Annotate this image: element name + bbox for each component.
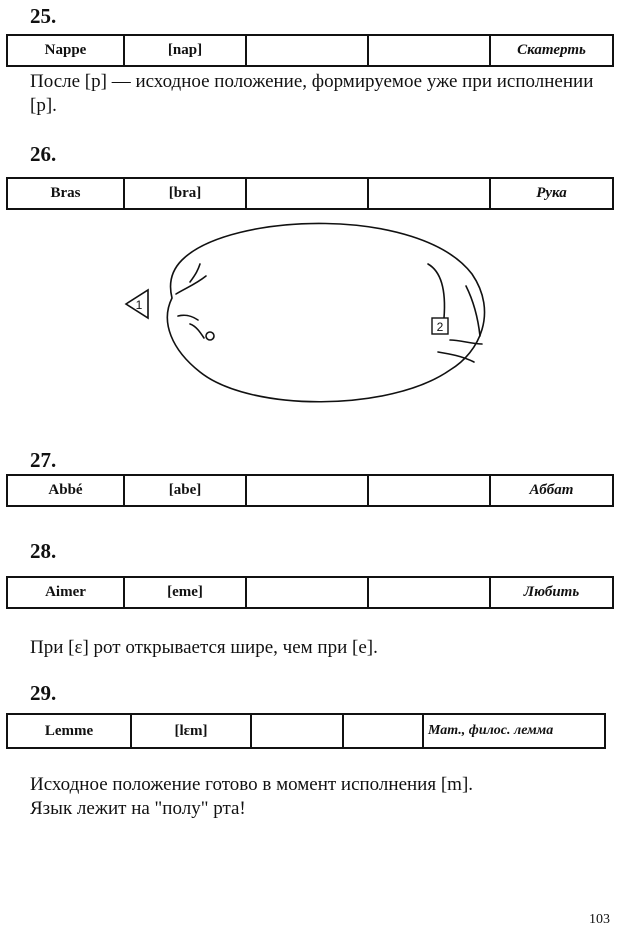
note-29 [30, 773, 612, 821]
translation-cell: Рука [490, 178, 613, 209]
page-number: 103 [589, 912, 610, 927]
exercise-number-29: 29. [30, 681, 57, 705]
blank-cell [343, 714, 423, 748]
word-cell: Nappe [7, 35, 124, 66]
blank-cell [368, 35, 490, 66]
blank-cell [246, 475, 368, 506]
word-table-25 [6, 34, 614, 67]
word-table-29 [6, 713, 606, 749]
tongue-back-stroke [428, 264, 444, 318]
tongue-back-stroke [466, 286, 480, 336]
blank-cell [368, 475, 490, 506]
blank-cell [368, 178, 490, 209]
upper-lip-stroke [176, 276, 206, 294]
exercise-number-25: 25. [30, 4, 57, 28]
transcription-cell: [bra] [124, 178, 246, 209]
note-text: После [p] — исходное положение, формируемое уже при исполнении [p]. [30, 71, 594, 116]
note-line: Исходное положение готово в момент исполнения [m]. [30, 774, 474, 795]
word-cell: Lemme [7, 714, 131, 748]
transcription-cell: [lɛm] [131, 714, 251, 748]
marker-2-label: 2 [436, 320, 444, 334]
exercise-number-28: 28. [30, 539, 57, 563]
word-table-26 [6, 177, 614, 210]
blank-cell [251, 714, 343, 748]
word-table-27 [6, 474, 614, 507]
word-table-28 [6, 576, 614, 609]
word-cell: Bras [7, 178, 124, 209]
upper-lip-stroke [190, 264, 200, 282]
translation-cell: Любить [490, 577, 613, 608]
marker-circle [206, 332, 214, 340]
mouth-contour [167, 223, 484, 401]
lower-lip-stroke [178, 315, 198, 320]
note-text: При [ɛ] рот открывается шире, чем при [e]. [30, 637, 378, 658]
note-line: Язык лежит на "полу" рта! [30, 798, 246, 819]
blank-cell [246, 577, 368, 608]
note-28 [30, 636, 612, 660]
transcription-cell: [abe] [124, 475, 246, 506]
articulation-diagram [120, 212, 500, 412]
note-25 [30, 70, 612, 118]
translation-cell: Скатерть [490, 35, 613, 66]
blank-cell [368, 577, 490, 608]
transcription-cell: [eme] [124, 577, 246, 608]
exercise-number-26: 26. [30, 142, 57, 166]
marker-1-label: 1 [135, 298, 143, 312]
blank-cell [246, 178, 368, 209]
exercise-number-27: 27. [30, 448, 57, 472]
translation-cell: Мат., филос. лемма [423, 714, 605, 748]
translation-cell: Аббат [490, 475, 613, 506]
blank-cell [246, 35, 368, 66]
word-cell: Abbé [7, 475, 124, 506]
lower-lip-stroke [190, 324, 204, 338]
word-cell: Aimer [7, 577, 124, 608]
transcription-cell: [nap] [124, 35, 246, 66]
